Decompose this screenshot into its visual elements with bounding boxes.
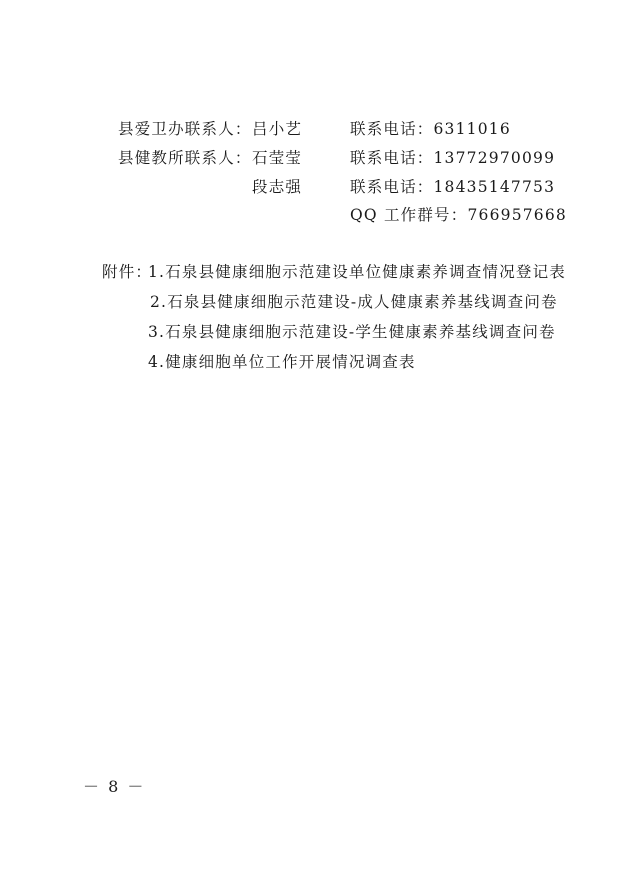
attachment-item: 3.石泉县健康细胞示范建设-学生健康素养基线调查问卷 bbox=[148, 323, 556, 341]
page-number: － 8 － bbox=[83, 777, 146, 796]
qq-group-number: QQ 工作群号：766957668 bbox=[350, 206, 567, 224]
attachment-item: 1.石泉县健康细胞示范建设单位健康素养调查情况登记表 bbox=[148, 263, 566, 281]
contact-name: 石莹莹 bbox=[252, 149, 303, 167]
contact-phone: 联系电话：6311016 bbox=[350, 120, 511, 138]
attachment-item: 4.健康细胞单位工作开展情况调查表 bbox=[148, 353, 416, 371]
attachment-item: 2.石泉县健康细胞示范建设-成人健康素养基线调查问卷 bbox=[150, 293, 558, 311]
contact-label: 县健教所联系人： bbox=[118, 149, 252, 167]
contact-name: 段志强 bbox=[252, 178, 303, 196]
attachment-label: 附件： bbox=[102, 263, 153, 281]
contact-label: 县爱卫办联系人： bbox=[118, 120, 252, 138]
contact-name: 吕小艺 bbox=[252, 120, 303, 138]
contact-phone: 联系电话：13772970099 bbox=[350, 149, 556, 167]
contact-phone: 联系电话：18435147753 bbox=[350, 178, 556, 196]
